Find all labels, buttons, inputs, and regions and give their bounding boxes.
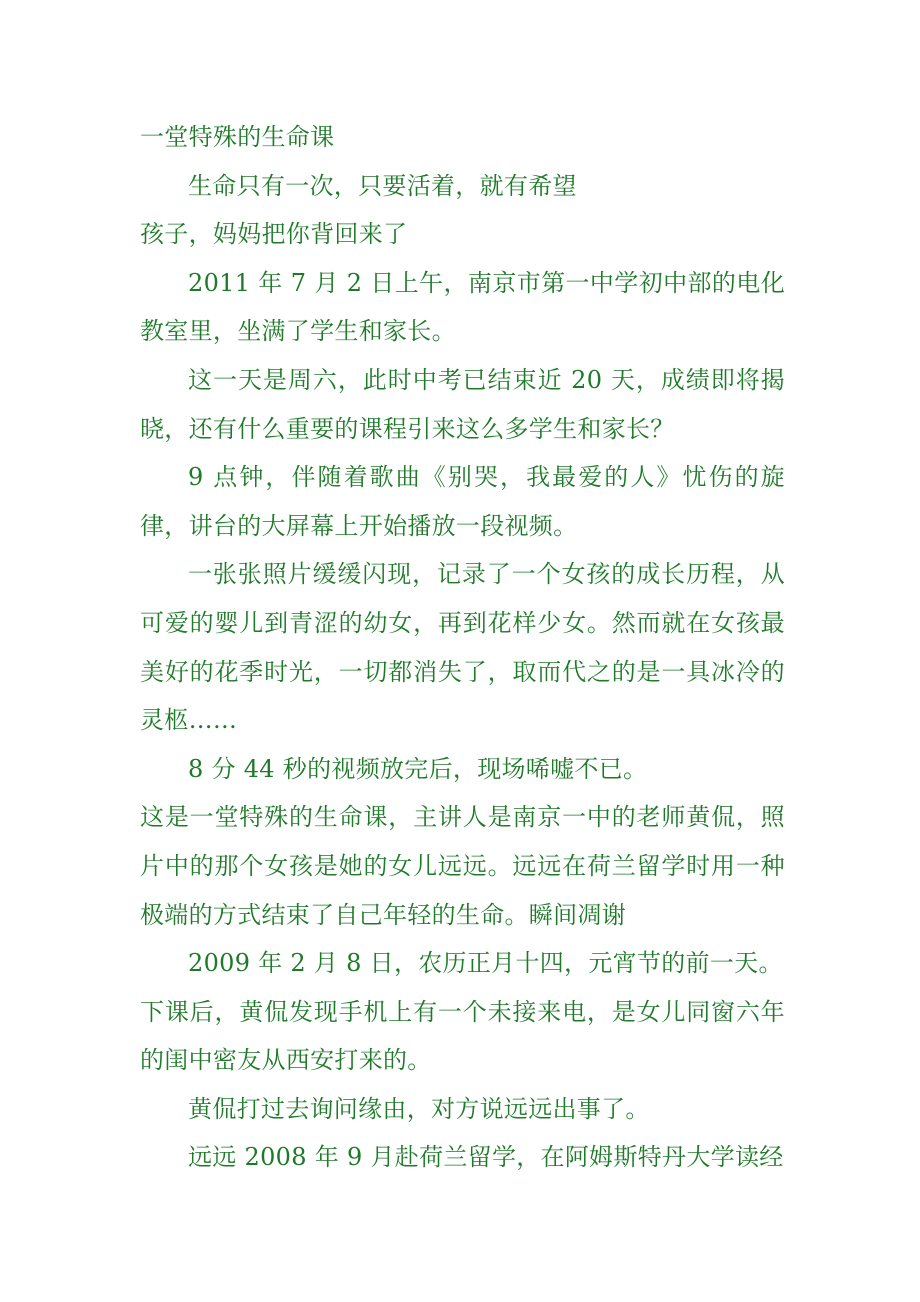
document-title: 一堂特殊的生命课	[140, 123, 335, 151]
paragraph-5: 8 分 44 秒的视频放完后，现场唏嘘不已。	[188, 754, 648, 783]
paragraph-2: 这一天是周六，此时中考已结束近 20 天，成绩即将揭晓，还有什么重要的课程引来这么多学生和家长？	[140, 365, 785, 443]
section-heading: 孩子，妈妈把你背回来了	[140, 220, 408, 249]
article-body	[140, 113, 785, 1182]
paragraph-1: 2011 年 7 月 2 日上午，南京市第一中学初中部的电化教室里，坐满了学生和家长。	[140, 268, 785, 346]
paragraph-4: 一张张照片缓缓闪现，记录了一个女孩的成长历程，从可爱的婴儿到青涩的幼女，再到花样少女。然而就在女孩最美好的花季时光，一切都消失了，取而代之的是一具冰冷的灵柩……	[140, 560, 785, 735]
paragraph-call-back: 黄侃打过去询问缘由，对方说远远出事了。	[188, 1094, 650, 1123]
paragraph-missed-call: 下课后，黄侃发现手机上有一个未接来电，是女儿同窗六年的闺中密友从西安打来的。	[140, 997, 785, 1075]
paragraph-study-abroad: 远远 2008 年 9 月赴荷兰留学，在阿姆斯特丹大学读经	[188, 1143, 784, 1172]
document-subtitle: 生命只有一次，只要活着，就有希望	[188, 171, 577, 200]
paragraph-date: 2009 年 2 月 8 日，农历正月十四，元宵节的前一天。	[188, 949, 783, 978]
paragraph-3: 9 点钟，伴随着歌曲《别哭，我最爱的人》忧伤的旋律，讲台的大屏幕上开始播放一段视频。	[140, 463, 785, 540]
paragraph-life-lesson: 这是一堂特殊的生命课，主讲人是南京一中的老师黄侃，照片中的那个女孩是她的女儿远远。远远在荷兰留学时用一种极端的方式结束了自己年轻的生命。瞬间凋谢	[140, 803, 785, 929]
